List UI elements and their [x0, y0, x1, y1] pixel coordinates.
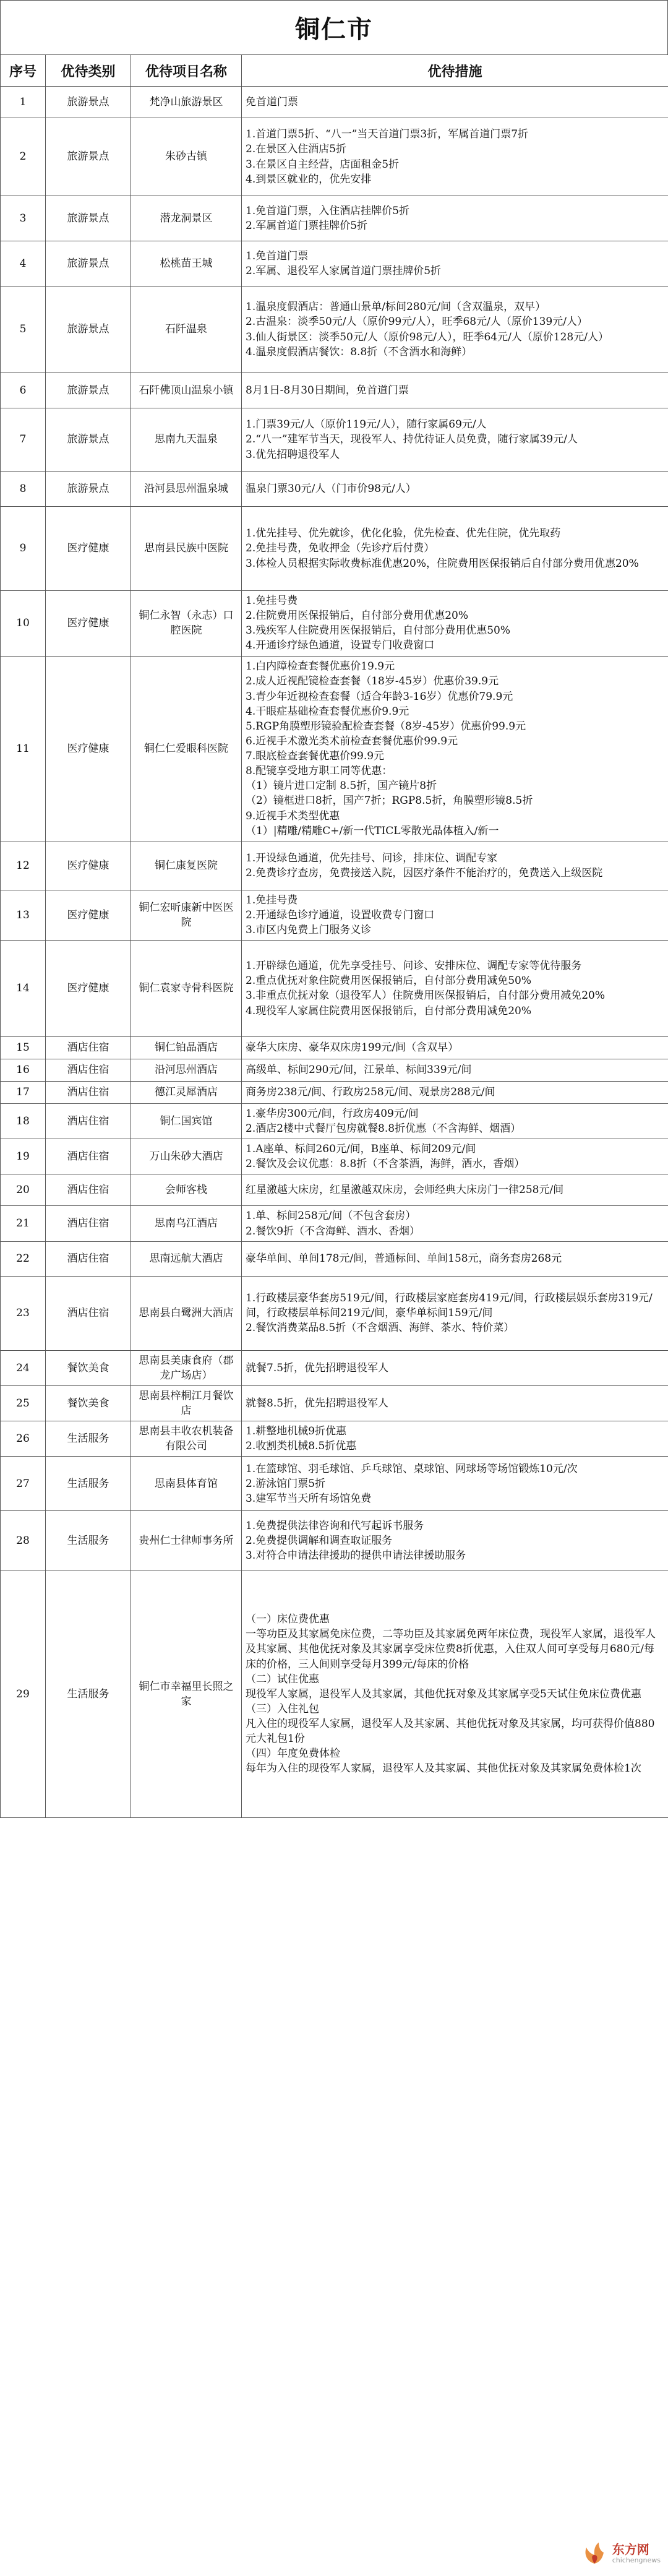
table-row	[1, 1103, 668, 1139]
table-row	[1, 1174, 668, 1206]
cell-name: 沿河思州酒店	[131, 1059, 242, 1081]
cell-no: 12	[1, 842, 46, 890]
table-row	[1, 1276, 668, 1350]
cell-category: 酒店住宿	[46, 1036, 131, 1059]
cell-name: 万山朱砂大酒店	[131, 1139, 242, 1174]
cell-name: 铜仁国宾馆	[131, 1103, 242, 1139]
cell-no: 20	[1, 1174, 46, 1206]
benefits-table	[0, 54, 668, 1818]
table-row	[1, 1385, 668, 1421]
cell-no: 25	[1, 1385, 46, 1421]
cell-category: 餐饮美食	[46, 1385, 131, 1421]
table-row	[1, 940, 668, 1036]
cell-measures: 1.耕整地机械9折优惠 2.收割类机械8.5折优惠	[242, 1421, 668, 1457]
cell-no: 3	[1, 196, 46, 241]
cell-name: 思南县梓桐江月餐饮店	[131, 1385, 242, 1421]
cell-no: 26	[1, 1421, 46, 1457]
cell-name: 朱砂古镇	[131, 118, 242, 196]
table-row	[1, 118, 668, 196]
cell-category: 医疗健康	[46, 507, 131, 591]
cell-measures: 红星激越大床房，红星激越双床房，会师经典大床房门一律258元/间	[242, 1174, 668, 1206]
cell-no: 23	[1, 1276, 46, 1350]
cell-category: 酒店住宿	[46, 1139, 131, 1174]
cell-measures: 免首道门票	[242, 87, 668, 118]
table-row	[1, 1421, 668, 1457]
cell-no: 9	[1, 507, 46, 591]
cell-measures: 1.行政楼层豪华套房519元/间，行政楼层家庭套房419元/间，行政楼层娱乐套房319元/间，行政楼层单标间219元/间，豪华单标间159元/间 2.餐饮消费菜品8.5折（不含烟酒、海鲜、茶水、特价菜）	[242, 1276, 668, 1350]
cell-no: 5	[1, 286, 46, 373]
header-no: 序号	[1, 55, 46, 87]
table-row	[1, 1570, 668, 1818]
cell-category: 旅游景点	[46, 373, 131, 408]
cell-category: 旅游景点	[46, 118, 131, 196]
cell-no: 21	[1, 1206, 46, 1241]
cell-measures: 豪华大床房、豪华双床房199元/间（含双早）	[242, 1036, 668, 1059]
cell-category: 酒店住宿	[46, 1241, 131, 1276]
cell-measures: 8月1日-8月30日期间，免首道门票	[242, 373, 668, 408]
table-row	[1, 507, 668, 591]
cell-name: 松桃苗王城	[131, 241, 242, 286]
cell-measures: 1.开辟绿色通道，优先享受挂号、问诊、安排床位、调配专家等优待服务 2.重点优抚对象住院费用医保报销后，自付部分费用减免50% 3.非重点优抚对象（退役军人）住院费用医保报销后，自付部分费用减免20% 4.现役军人家属住院费用医保报销后，自付部分费用减免20%	[242, 940, 668, 1036]
header-measures: 优待措施	[242, 55, 668, 87]
cell-no: 18	[1, 1103, 46, 1139]
cell-no: 6	[1, 373, 46, 408]
cell-category: 医疗健康	[46, 890, 131, 940]
cell-name: 铜仁袁家寺骨科医院	[131, 940, 242, 1036]
table-row	[1, 408, 668, 472]
table-body	[1, 87, 668, 1818]
table-row	[1, 241, 668, 286]
cell-measures: 就餐8.5折，优先招聘退役军人	[242, 1385, 668, 1421]
table-row	[1, 890, 668, 940]
cell-name: 梵净山旅游景区	[131, 87, 242, 118]
cell-category: 酒店住宿	[46, 1059, 131, 1081]
cell-no: 1	[1, 87, 46, 118]
cell-category: 医疗健康	[46, 940, 131, 1036]
table-row	[1, 1059, 668, 1081]
watermark-bird-icon	[580, 2539, 609, 2567]
cell-measures: 1.优先挂号、优先就诊，优化化验，优先检查、优先住院，优先取药 2.免挂号费，免收押金（先诊疗后付费） 3.体检人员根据实际收费标准优惠20%，住院费用医保报销后自付部分费用优惠20%	[242, 507, 668, 591]
cell-measures: 温泉门票30元/人（门市价98元/人）	[242, 472, 668, 507]
cell-name: 思南乌江酒店	[131, 1206, 242, 1241]
cell-measures: 1.免首道门票，入住酒店挂牌价5折 2.军属首道门票挂牌价5折	[242, 196, 668, 241]
cell-no: 4	[1, 241, 46, 286]
cell-category: 酒店住宿	[46, 1103, 131, 1139]
cell-category: 旅游景点	[46, 286, 131, 373]
watermark-text: 东方网	[612, 2541, 649, 2557]
table-row	[1, 1036, 668, 1059]
cell-no: 29	[1, 1570, 46, 1818]
table-row	[1, 472, 668, 507]
cell-category: 旅游景点	[46, 472, 131, 507]
cell-category: 医疗健康	[46, 656, 131, 842]
cell-category: 旅游景点	[46, 241, 131, 286]
cell-measures: 商务房238元/间、行政房258元/间、观景房288元/间	[242, 1081, 668, 1103]
table-row	[1, 842, 668, 890]
cell-name: 铜仁康复医院	[131, 842, 242, 890]
cell-name: 铜仁宏昕康新中医医院	[131, 890, 242, 940]
table-row	[1, 87, 668, 118]
cell-no: 10	[1, 591, 46, 657]
table-row	[1, 1457, 668, 1511]
table-row	[1, 286, 668, 373]
table-row	[1, 1206, 668, 1241]
table-row	[1, 1350, 668, 1385]
cell-no: 13	[1, 890, 46, 940]
cell-name: 铜仁市幸福里长照之家	[131, 1570, 242, 1818]
cell-no: 17	[1, 1081, 46, 1103]
cell-category: 旅游景点	[46, 196, 131, 241]
cell-name: 铜仁仁爱眼科医院	[131, 656, 242, 842]
cell-no: 14	[1, 940, 46, 1036]
table-row	[1, 656, 668, 842]
table-row	[1, 1081, 668, 1103]
cell-name: 思南九天温泉	[131, 408, 242, 472]
cell-category: 酒店住宿	[46, 1206, 131, 1241]
table-row	[1, 196, 668, 241]
cell-measures: 高级单、标间290元/间，江景单、标间339元/间	[242, 1059, 668, 1081]
cell-measures: 1.温泉度假酒店：普通山景单/标间280元/间（含双温泉，双早） 2.古温泉：淡季50元/人（原价99元/人），旺季68元/人（原价139元/人） 3.仙人街景区：淡季50元/人（原价98元/人），旺季64元/人（原价128元/人） 4.温泉度假酒店餐饮：8.8折（不含酒水和海鲜）	[242, 286, 668, 373]
cell-measures: 1.免挂号费 2.住院费用医保报销后，自付部分费用优惠20% 3.残疾军人住院费用医保报销后，自付部分费用优惠50% 4.开通诊疗绿色通道，设置专门收费窗口	[242, 591, 668, 657]
cell-name: 德江灵犀酒店	[131, 1081, 242, 1103]
cell-measures: 豪华单间、单间178元/间，普通标间、单间158元，商务套房268元	[242, 1241, 668, 1276]
cell-measures: 1.A座单、标间260元/间，B座单、标间209元/间 2.餐饮及会议优惠：8.8折（不含茶酒，海鲜，酒水，香烟）	[242, 1139, 668, 1174]
cell-measures: 就餐7.5折，优先招聘退役军人	[242, 1350, 668, 1385]
cell-name: 思南县美康食府（郡龙广场店）	[131, 1350, 242, 1385]
cell-category: 酒店住宿	[46, 1081, 131, 1103]
cell-name: 潜龙洞景区	[131, 196, 242, 241]
cell-no: 27	[1, 1457, 46, 1511]
cell-name: 沿河县思州温泉城	[131, 472, 242, 507]
cell-no: 2	[1, 118, 46, 196]
cell-category: 医疗健康	[46, 842, 131, 890]
cell-name: 铜仁铂晶酒店	[131, 1036, 242, 1059]
cell-no: 24	[1, 1350, 46, 1385]
cell-name: 铜仁永智（永志）口腔医院	[131, 591, 242, 657]
header-name: 优待项目名称	[131, 55, 242, 87]
cell-category: 生活服务	[46, 1570, 131, 1818]
page-title: 铜仁市	[0, 0, 668, 54]
cell-category: 生活服务	[46, 1457, 131, 1511]
cell-name: 思南县民族中医院	[131, 507, 242, 591]
cell-measures: 1.单、标间258元/间（不包含套房） 2.餐饮9折（不含海鲜、酒水、香烟）	[242, 1206, 668, 1241]
watermark-subtext: chichengnews	[612, 2556, 661, 2564]
cell-name: 会师客栈	[131, 1174, 242, 1206]
table-row	[1, 591, 668, 657]
cell-category: 生活服务	[46, 1421, 131, 1457]
cell-measures: （一）床位费优惠 一等功臣及其家属免床位费，二等功臣及其家属免两年床位费，现役军人家属，退役军人及其家属、其他优抚对象及其家属享受床位费8折优惠，入住双人间可享受每月680元/每床的价格，三人间则享受每月399元/每床的价格 （二）试住优惠 现役军人家属，退役军人及其家属，其他优抚对象及其家属享受5天试住免床位费优惠 （三）入住礼包 凡入住的现役军人家属，退役军人及其家属、其他优抚对象及其家属，均可获得价值880元大礼包1份 （四）年度免费体检 每年为入住的现役军人家属，退役军人及其家属、其他优抚对象及其家属免费体检1次	[242, 1570, 668, 1818]
cell-measures: 1.白内障检查套餐优惠价19.9元 2.成人近视配镜检查套餐（18岁-45岁）优惠价39.9元 3.青少年近视检查套餐（适合年龄3-16岁）优惠价79.9元 4.干眼症基础检查套餐优惠价9.9元 5.RGP角膜塑形镜验配检查套餐（8岁-45岁）优惠价99.9元 6.近视手术激光类术前检查套餐优惠价99.9元 7.眼底检查套餐优惠价99.9元 8.配镜享受地方职工同等优惠： （1）镜片进口定制 8.5折，国产镜片8折 （2）镜框进口8折，国产7折；RGP8.5折，角膜塑形镜8.5折 9.近视手术类型优惠 （1）|精雕/精雕C+/新一代TICL零散光晶体植入/新一	[242, 656, 668, 842]
cell-measures: 1.免挂号费 2.开通绿色诊疗通道，设置收费专门窗口 3.市区内免费上门服务义诊	[242, 890, 668, 940]
cell-name: 贵州仁士律师事务所	[131, 1511, 242, 1570]
cell-measures: 1.免首道门票 2.军属、退役军人家属首道门票挂牌价5折	[242, 241, 668, 286]
cell-measures: 1.开设绿色通道，优先挂号、问诊，排床位、调配专家 2.免费诊疗查房，免费接送入院，因医疗条件不能治疗的，免费送入上级医院	[242, 842, 668, 890]
cell-name: 思南远航大酒店	[131, 1241, 242, 1276]
cell-category: 医疗健康	[46, 591, 131, 657]
cell-measures: 1.首道门票5折、“八一”当天首道门票3折，军属首道门票7折 2.在景区入住酒店5折 3.在景区自主经营，店面租金5折 4.到景区就业的，优先安排	[242, 118, 668, 196]
cell-category: 旅游景点	[46, 87, 131, 118]
table-header-row	[1, 55, 668, 87]
cell-no: 16	[1, 1059, 46, 1081]
cell-no: 11	[1, 656, 46, 842]
cell-no: 28	[1, 1511, 46, 1570]
cell-measures: 1.在篮球馆、羽毛球馆、乒乓球馆、桌球馆、网球场等场馆锻炼10元/次 2.游泳馆门票5折 3.建军节当天所有场馆免费	[242, 1457, 668, 1511]
cell-measures: 1.豪华房300元/间，行政房409元/间 2.酒店2楼中式餐厅包房就餐8.8折优惠（不含海鲜、烟酒）	[242, 1103, 668, 1139]
cell-category: 酒店住宿	[46, 1276, 131, 1350]
cell-category: 餐饮美食	[46, 1350, 131, 1385]
table-row	[1, 373, 668, 408]
cell-name: 思南县体育馆	[131, 1457, 242, 1511]
table-row	[1, 1241, 668, 1276]
header-category: 优待类别	[46, 55, 131, 87]
cell-name: 思南县白鹭洲大酒店	[131, 1276, 242, 1350]
cell-name: 石阡温泉	[131, 286, 242, 373]
cell-measures: 1.门票39元/人（原价119元/人），随行家属69元/人 2.“八一”建军节当天，现役军人、持优待证人员免费，随行家属39元/人 3.优先招聘退役军人	[242, 408, 668, 472]
cell-name: 思南县丰收农机装备有限公司	[131, 1421, 242, 1457]
cell-name: 石阡佛顶山温泉小镇	[131, 373, 242, 408]
cell-category: 酒店住宿	[46, 1174, 131, 1206]
cell-no: 19	[1, 1139, 46, 1174]
cell-no: 7	[1, 408, 46, 472]
watermark	[580, 2539, 661, 2567]
cell-category: 生活服务	[46, 1511, 131, 1570]
cell-no: 15	[1, 1036, 46, 1059]
cell-no: 8	[1, 472, 46, 507]
cell-category: 旅游景点	[46, 408, 131, 472]
cell-no: 22	[1, 1241, 46, 1276]
table-row	[1, 1139, 668, 1174]
table-row	[1, 1511, 668, 1570]
cell-measures: 1.免费提供法律咨询和代写起诉书服务 2.免费提供调解和调查取证服务 3.对符合申请法律援助的提供申请法律援助服务	[242, 1511, 668, 1570]
